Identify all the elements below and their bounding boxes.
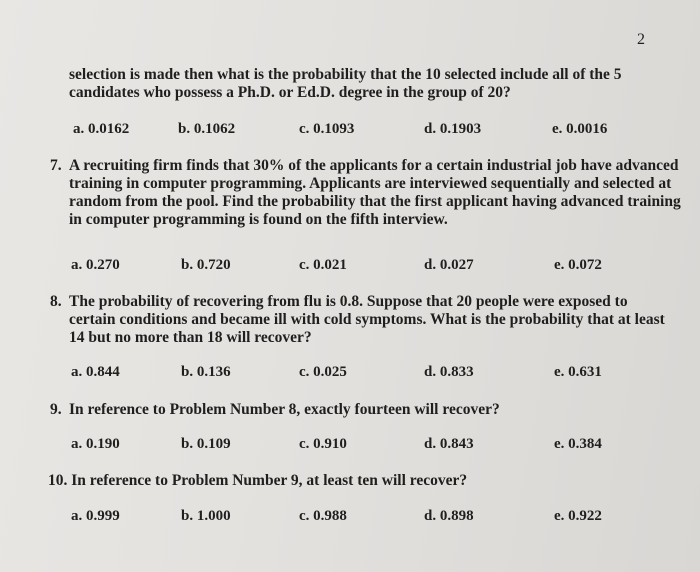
question-9-option-b: b. 0.109 (181, 436, 231, 452)
question-7-option-e: e. 0.072 (554, 257, 602, 273)
question-8-text (69, 293, 665, 347)
question-8-option-c: c. 0.025 (299, 364, 347, 380)
question-6-line: selection is made then what is the probability that the 10 selected include all of the 5 (69, 66, 622, 83)
question-9-number: 9. (50, 401, 62, 418)
question-10-option-e: e. 0.922 (554, 508, 602, 524)
question-10-option-d: d. 0.898 (424, 508, 474, 524)
question-7-line: random from the pool. Find the probability that the first applicant having advanced training (69, 193, 681, 210)
question-7-line: A recruiting firm finds that 30% of the applicants for a certain industrial job have advanced (69, 157, 679, 174)
question-8-option-b: b. 0.136 (181, 364, 231, 380)
question-10-line: 10. In reference to Problem Number 9, at least ten will recover? (48, 472, 468, 489)
question-10-text (48, 472, 467, 490)
page-number: 2 (637, 31, 645, 48)
question-10-option-c: c. 0.988 (299, 508, 347, 524)
question-8-option-a: a. 0.844 (71, 364, 120, 380)
question-6-option-e: e. 0.0016 (552, 121, 608, 137)
question-7-option-b: b. 0.720 (181, 257, 231, 273)
question-8-option-e: e. 0.631 (554, 364, 602, 380)
question-6-option-b: b. 0.1062 (178, 121, 236, 137)
question-7-option-a: a. 0.270 (71, 257, 120, 273)
question-9-option-a: a. 0.190 (71, 436, 120, 452)
question-10-option-b: b. 1.000 (181, 508, 231, 524)
question-6-option-a: a. 0.0162 (73, 121, 130, 137)
question-7-line: in computer programming is found on the fifth interview. (69, 211, 448, 228)
question-9-option-d: d. 0.843 (424, 436, 474, 452)
question-7-option-c: c. 0.021 (299, 257, 347, 273)
question-8-line: 14 but no more than 18 will recover? (69, 329, 312, 346)
question-6-option-d: d. 0.1903 (424, 121, 482, 137)
question-8-line: certain conditions and became ill with cold symptoms. What is the probability that at least (69, 311, 665, 328)
question-10-option-a: a. 0.999 (71, 508, 120, 524)
question-6-line: candidates who possess a Ph.D. or Ed.D. degree in the group of 20? (69, 84, 511, 101)
question-6-option-c: c. 0.1093 (299, 121, 355, 137)
question-9-text (69, 401, 500, 419)
question-9-option-e: e. 0.384 (554, 436, 602, 452)
question-8-line: The probability of recovering from flu is 0.8. Suppose that 20 people were exposed to (69, 293, 628, 310)
question-8-number: 8. (50, 293, 62, 310)
question-7-option-d: d. 0.027 (424, 257, 474, 273)
question-8-option-d: d. 0.833 (424, 364, 474, 380)
question-7-line: training in computer programming. Applicants are interviewed sequentially and selected at (69, 175, 672, 192)
question-9-line: In reference to Problem Number 8, exactly fourteen will recover? (69, 401, 500, 418)
question-9-option-c: c. 0.910 (299, 436, 347, 452)
question-6-text (69, 66, 622, 102)
question-7-text (69, 157, 681, 229)
question-7-number: 7. (50, 157, 62, 174)
